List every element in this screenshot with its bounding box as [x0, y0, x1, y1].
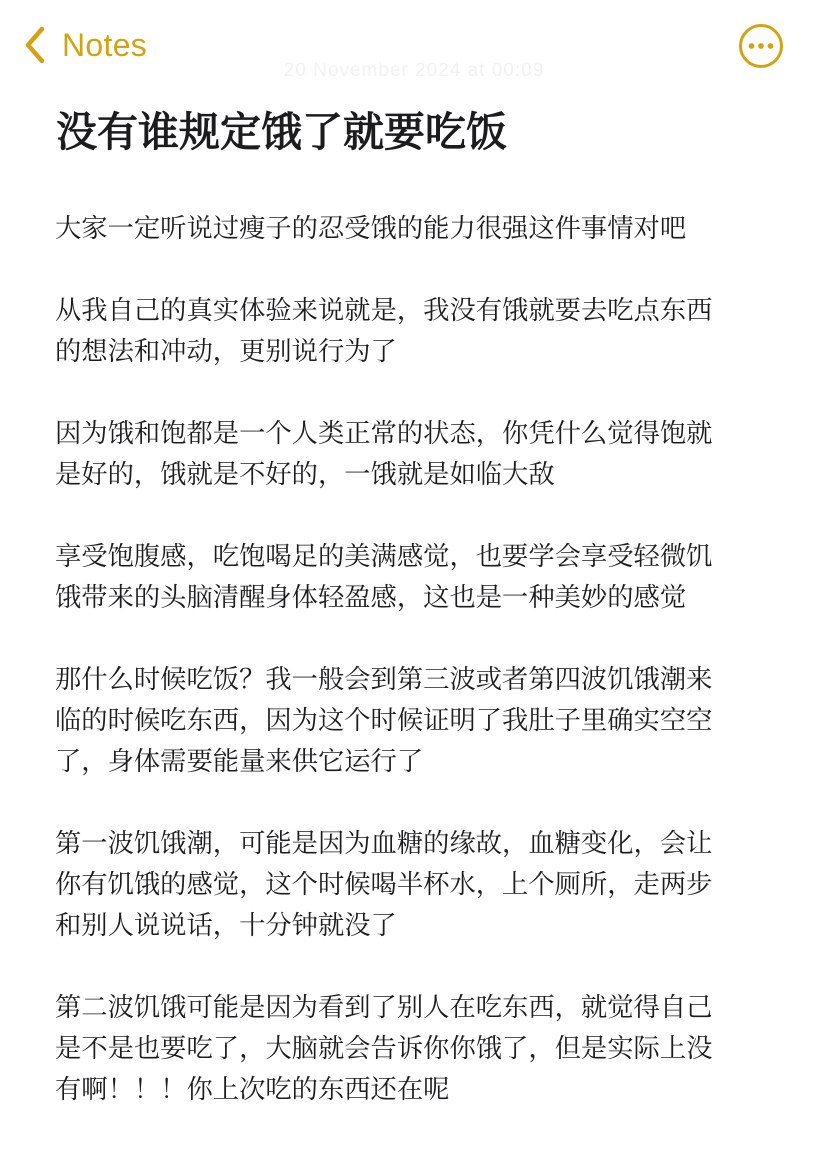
note-paragraph: 第二波饥饿可能是因为看到了别人在吃东西，就觉得自己 是不是也要吃了，大脑就会告诉你你饿了，但是实际上没 有啊！！！你上次吃的东西还在呢	[55, 993, 713, 1105]
back-button-label: Notes	[62, 26, 148, 63]
note-body[interactable]	[55, 209, 795, 1152]
note-paragraph: 第一波饥饿潮，可能是因为血糖的缘故，血糖变化，会让 你有饥饿的感觉，这个时候喝半杯水，上个厕所，走两步 和别人说说话，十分钟就没了	[55, 829, 713, 941]
note-paragraph: 因为饿和饱都是一个人类正常的状态，你凭什么觉得饱就 是好的，饿就是不好的，一饿就是如临大敌	[55, 419, 713, 490]
note-title[interactable]: 没有谁规定饿了就要吃饭	[56, 108, 507, 156]
note-paragraph: 大家一定听说过瘦子的忍受饿的能力很强这件事情对吧	[55, 214, 687, 244]
more-options-button[interactable]	[738, 23, 784, 69]
note-paragraph: 享受饱腹感，吃饱喝足的美满感觉，也要学会享受轻微饥 饿带来的头脑清醒身体轻盈感，这也是一种美妙的感觉	[55, 542, 713, 613]
ellipsis-circle-icon	[738, 23, 784, 69]
note-timestamp: 20 November 2024 at 00:09	[283, 60, 545, 81]
note-paragraph: 那什么时候吃饭？我一般会到第三波或者第四波饥饿潮来 临的时候吃东西，因为这个时候证明了我肚子里确实空空 了，身体需要能量来供它运行了	[55, 665, 713, 777]
navigation-bar	[0, 0, 828, 90]
chevron-left-icon	[22, 25, 48, 65]
note-paragraph: 从我自己的真实体验来说就是，我没有饿就要去吃点东西 的想法和冲动，更别说行为了	[55, 296, 713, 367]
